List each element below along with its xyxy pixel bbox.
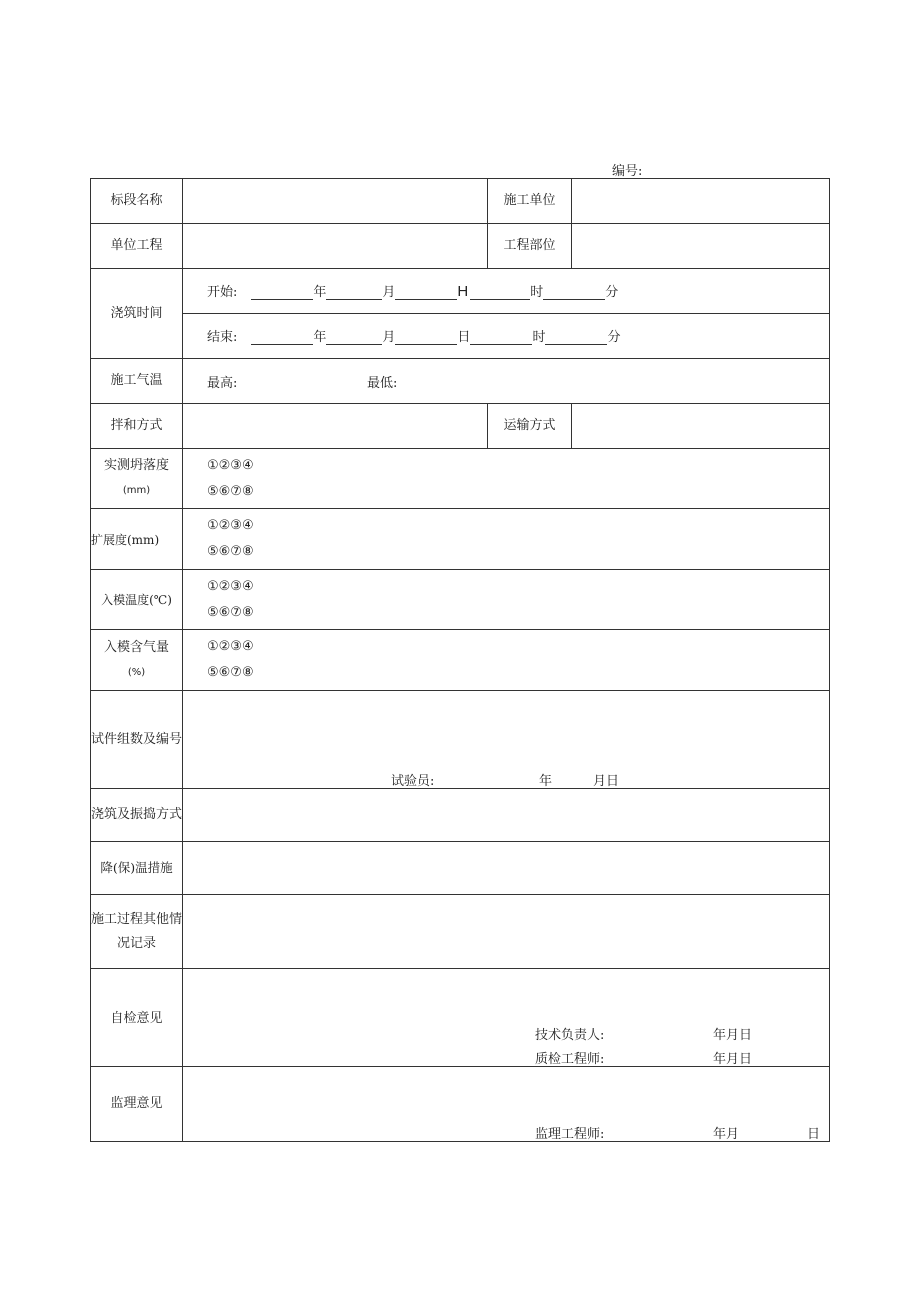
specimen-field[interactable]	[183, 691, 830, 789]
start-month-blank[interactable]	[326, 285, 382, 300]
tech-lead-date: 年月日	[713, 1028, 753, 1043]
contractor-label: 施工单位	[488, 179, 572, 224]
day-unit: H	[457, 283, 469, 300]
unit-project-label: 单位工程	[91, 224, 183, 269]
row-mixing	[91, 404, 830, 449]
mold-temp-label: 入模温度(℃)	[91, 570, 183, 630]
slump-circles-5-8: ⑤⑥⑦⑧	[207, 483, 254, 499]
start-year-blank[interactable]	[251, 285, 313, 300]
other-records-field[interactable]	[183, 895, 830, 969]
end-label: 结束:	[207, 330, 238, 345]
mold-temp-circles-1-4: ①②③④	[207, 578, 254, 594]
air-content-field[interactable]	[183, 630, 830, 691]
cooling-label: 降(保)温措施	[91, 842, 183, 895]
vibration-label: 浇筑及振捣方式	[91, 789, 183, 842]
row-slump	[91, 449, 830, 509]
row-mold-temp	[91, 570, 830, 630]
slump-circles-1-4: ①②③④	[207, 457, 254, 473]
supervision-label: 监理意见	[91, 1067, 183, 1142]
air-circles-1-4: ①②③④	[207, 639, 254, 654]
row-specimen	[91, 691, 830, 789]
section-name-field[interactable]	[183, 179, 488, 224]
mixing-method-field[interactable]	[183, 404, 488, 449]
qc-engineer-date: 年月日	[713, 1052, 753, 1067]
tester-label: 试验员:	[391, 774, 435, 789]
specimen-label: 试件组数及编号	[91, 691, 183, 789]
concrete-pour-record-form	[90, 178, 830, 1142]
transport-method-field[interactable]	[572, 404, 830, 449]
start-day-blank[interactable]	[395, 285, 457, 300]
supervisor-day: 日	[807, 1127, 821, 1142]
pour-start-field[interactable]	[183, 269, 830, 314]
spread-circles-5-8: ⑤⑥⑦⑧	[207, 544, 254, 559]
supervision-field[interactable]	[183, 1067, 830, 1142]
other-records-label: 施工过程其他情况记录	[91, 895, 183, 969]
mold-temp-circles-5-8: ⑤⑥⑦⑧	[207, 604, 254, 620]
row-self-check	[91, 969, 830, 1067]
pour-end-field[interactable]	[183, 314, 830, 359]
start-hour-blank[interactable]	[470, 285, 530, 300]
air-content-unit: (%)	[127, 666, 146, 678]
slump-label	[91, 449, 183, 509]
row-pour-start	[91, 269, 830, 314]
end-minute-blank[interactable]	[545, 330, 607, 345]
temperature-field[interactable]	[183, 359, 830, 404]
temp-min-label: 最低:	[367, 375, 398, 391]
row-temperature	[91, 359, 830, 404]
row-unit-project	[91, 224, 830, 269]
supervisor-year-month: 年月	[713, 1127, 740, 1142]
row-air-content	[91, 630, 830, 691]
row-pour-end	[91, 314, 830, 359]
air-content-label-text: 入模含气量	[103, 639, 169, 655]
cooling-field[interactable]	[183, 842, 830, 895]
vibration-field[interactable]	[183, 789, 830, 842]
pour-time-label: 浇筑时间	[91, 269, 183, 359]
minute-unit: 分	[605, 285, 619, 300]
air-circles-5-8: ⑤⑥⑦⑧	[207, 665, 254, 680]
start-label: 开始:	[207, 285, 238, 300]
spread-label: 扩展度(mm)	[91, 509, 183, 570]
slump-unit: (mm)	[122, 485, 151, 496]
slump-label-text: 实测坍落度	[103, 458, 169, 473]
temp-max-label: 最高:	[207, 375, 238, 391]
end-month-blank[interactable]	[326, 330, 382, 345]
tech-lead-label: 技术负责人:	[535, 1028, 605, 1043]
row-spread	[91, 509, 830, 570]
row-cooling	[91, 842, 830, 895]
slump-field[interactable]	[183, 449, 830, 509]
start-minute-blank[interactable]	[543, 285, 605, 300]
qc-engineer-label: 质检工程师:	[535, 1052, 605, 1067]
project-part-label: 工程部位	[488, 224, 572, 269]
supervisor-label: 监理工程师:	[535, 1127, 605, 1142]
transport-method-label: 运输方式	[488, 404, 572, 449]
end-hour-blank[interactable]	[470, 330, 532, 345]
hour-unit: 时	[530, 285, 544, 300]
end-year-blank[interactable]	[251, 330, 313, 345]
air-content-label	[91, 630, 183, 691]
temperature-label: 施工气温	[91, 359, 183, 404]
month-unit: 月	[382, 330, 396, 345]
project-part-field[interactable]	[572, 224, 830, 269]
minute-unit: 分	[607, 330, 621, 345]
hour-unit: 时	[532, 330, 546, 345]
year-unit: 年	[313, 330, 327, 345]
contractor-field[interactable]	[572, 179, 830, 224]
mixing-method-label: 拌和方式	[91, 404, 183, 449]
mold-temp-field[interactable]	[183, 570, 830, 630]
row-section	[91, 179, 830, 224]
unit-project-field[interactable]	[183, 224, 488, 269]
day-unit: 日	[457, 330, 471, 345]
row-supervision	[91, 1067, 830, 1142]
section-name-label: 标段名称	[91, 179, 183, 224]
month-unit: 月	[382, 285, 396, 300]
spread-circles-1-4: ①②③④	[207, 518, 254, 533]
serial-number-label: 编号:	[612, 164, 643, 179]
row-vibration	[91, 789, 830, 842]
tester-month-day: 月日	[593, 774, 620, 789]
spread-field[interactable]	[183, 509, 830, 570]
tester-year: 年	[539, 774, 553, 789]
row-other-records	[91, 895, 830, 969]
end-day-blank[interactable]	[395, 330, 457, 345]
year-unit: 年	[313, 285, 327, 300]
self-check-label: 自检意见	[91, 969, 183, 1067]
self-check-field[interactable]	[183, 969, 830, 1067]
